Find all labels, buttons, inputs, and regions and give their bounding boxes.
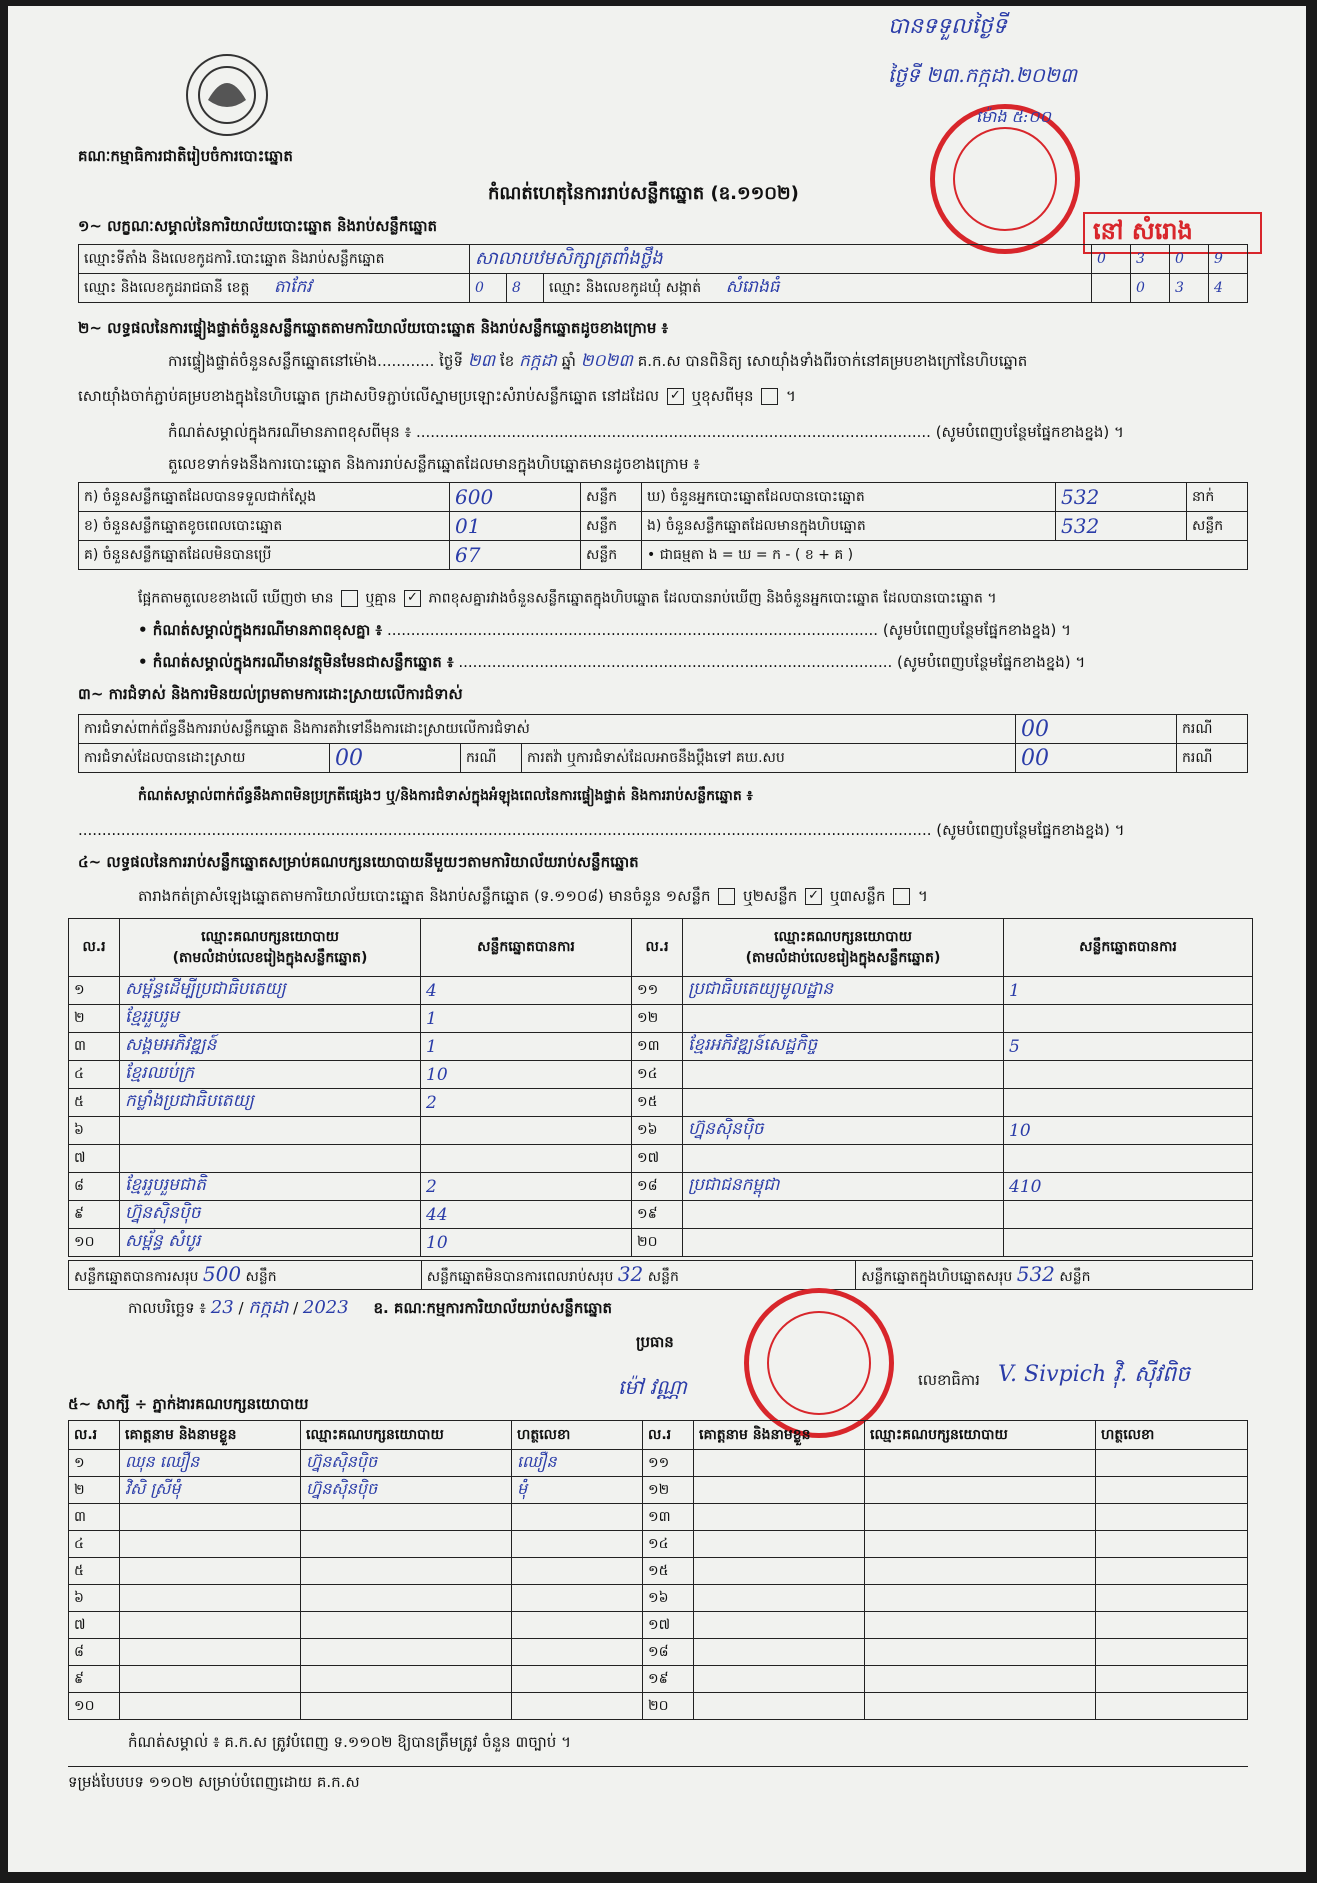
witness-party: ហ្វ៊ុនស៊ិនប៉ិច bbox=[301, 1450, 512, 1477]
changed-checkbox[interactable] bbox=[761, 388, 778, 405]
witness-party bbox=[301, 1639, 512, 1666]
verify-year: ២០២៣ bbox=[580, 351, 633, 371]
party-name: ខ្មែរអភិវឌ្ឍន៍សេដ្ឋកិច្ច bbox=[683, 1033, 1004, 1061]
party-number: ២ bbox=[69, 1005, 120, 1033]
results-table: ល.រ ឈ្មោះគណបក្សនយោបាយ (តាមលំដាប់លេខរៀងក្នុងសន្លឹកឆ្នោត) សន្លឹកឆ្នោតបានការ ល.រ ឈ្មោះគណបក្សនយោបាយ (តាមលំដាប់លេខរៀងក្នុងសន្លឹកឆ្នោត) សន្លឹកឆ្នោតបានការ ១ សម្ព័ន្ធដើម្បីប្រជាធិបតេយ្យ 4 ១១ ប្រជាធិបតេយ្យមូលដ្ឋាន 1 ២ ខ្មែររួបរួម 1 ១២ ៣ សង្គមអភិវឌ្ឍន៍ 1 ១៣ ខ្មែរអភិវឌ្ឍន៍សេដ្ឋកិច្ច 5 ៤ ខ្មែរឈប់ក្រ 10 ១៤ ៥ កម្លាំងប្រជាធិបតេយ្យ 2 ១៥ ៦ ១៦ ហ្វ៊ុនស៊ិនប៉ិច 10 ៧ ១៧ ៨ ខ្មែររួបរួមជាតិ 2 ១៨ ប្រជាជនកម្ពុជា 410 ៩ ហ្វ៊ុនស៊ិនប៉ិច 44 ១៩ ១០ សម្ព័ន្ធ សំបូរ 10 ២០ bbox=[68, 918, 1253, 1257]
witness-number: ៦ bbox=[69, 1585, 120, 1612]
witness-signature bbox=[1096, 1558, 1248, 1585]
party-name: ប្រជាធិបតេយ្យមូលដ្ឋាន bbox=[683, 977, 1004, 1005]
section1-table bbox=[78, 244, 1248, 303]
witness-number: ១៩ bbox=[643, 1666, 694, 1693]
witness-number: ១៨ bbox=[643, 1639, 694, 1666]
witness-signature bbox=[512, 1531, 643, 1558]
witness-name bbox=[120, 1666, 301, 1693]
witness-name bbox=[694, 1666, 865, 1693]
invalid-total: 32 bbox=[617, 1262, 644, 1286]
party-number: ៦ bbox=[69, 1117, 120, 1145]
resolved-count: 00 bbox=[330, 744, 461, 773]
table-row bbox=[69, 1145, 1253, 1173]
witness-signature bbox=[1096, 1477, 1248, 1504]
witness-party bbox=[865, 1585, 1096, 1612]
witness-party bbox=[301, 1531, 512, 1558]
commune-label: ឈ្មោះ និងលេខកូដឃុំ សង្កាត់ bbox=[549, 279, 702, 296]
irregularities-note-tail: ................................................................................................................................................................................... (សូមបំពេញបន្ថែមផ្នែកខាងខ្នង) ។ bbox=[78, 821, 1125, 839]
province-code-2: 8 bbox=[507, 274, 544, 303]
witness-signature bbox=[512, 1504, 643, 1531]
witness-signature bbox=[1096, 1612, 1248, 1639]
party-number: ១៩ bbox=[632, 1201, 683, 1229]
has-discrepancy-checkbox[interactable] bbox=[341, 590, 358, 607]
party-votes: 2 bbox=[421, 1173, 632, 1201]
table-row bbox=[69, 1117, 1253, 1145]
party-number: ១២ bbox=[632, 1005, 683, 1033]
site-code-4: 9 bbox=[1209, 245, 1248, 274]
witness-signature bbox=[1096, 1639, 1248, 1666]
table-row bbox=[69, 1061, 1253, 1089]
one-sheet-checkbox[interactable] bbox=[718, 888, 735, 905]
commune-code-2: 3 bbox=[1170, 274, 1209, 303]
witness-party bbox=[301, 1693, 512, 1720]
party-number: ១១ bbox=[632, 977, 683, 1005]
party-votes: 410 bbox=[1004, 1173, 1253, 1201]
chair-label: ប្រធាន bbox=[636, 1333, 674, 1351]
party-name bbox=[683, 1201, 1004, 1229]
witness-party bbox=[865, 1612, 1096, 1639]
party-number: ១៧ bbox=[632, 1145, 683, 1173]
discrepancy-line: ផ្អែកតាមតួលេខខាងលើ ឃើញថា មាន ឬគ្មាន ✓ ភាពខុសគ្នារវាងចំនួនសន្លឹកឆ្នោតក្នុងហិបឆ្នោត ដែលបានរាប់ឃើញ និងចំនួនអ្នកបោះឆ្នោត ដែលបានបោះឆ្នោត ។ bbox=[138, 590, 997, 607]
party-name bbox=[120, 1117, 421, 1145]
section3-heading: ៣~ ការជំទាស់ និងការមិនយល់ព្រមតាមការដោះស្រាយលើការជំទាស់ bbox=[78, 685, 463, 703]
section2-heading: ២~ លទ្ធផលនៃការផ្ទៀងផ្ទាត់ចំនួនសន្លឹកឆ្នោតតាមការិយាល័យបោះឆ្នោត និងរាប់សន្លឹកឆ្នោតដូចខាងក្រោម ៖ bbox=[78, 319, 669, 337]
footer-divider bbox=[68, 1766, 1248, 1767]
witness-name bbox=[694, 1585, 865, 1612]
witness-signature bbox=[512, 1612, 643, 1639]
witness-party bbox=[865, 1477, 1096, 1504]
witness-name bbox=[694, 1531, 865, 1558]
party-number: ៩ bbox=[69, 1201, 120, 1229]
witness-name bbox=[694, 1477, 865, 1504]
witness-name bbox=[694, 1504, 865, 1531]
table-row bbox=[69, 1531, 1248, 1558]
party-number: ១៨ bbox=[632, 1173, 683, 1201]
valid-total: 500 bbox=[202, 1262, 242, 1286]
party-votes bbox=[1004, 1089, 1253, 1117]
three-sheets-checkbox[interactable] bbox=[893, 888, 910, 905]
party-votes bbox=[421, 1145, 632, 1173]
witness-name bbox=[120, 1558, 301, 1585]
form-title: កំណត់ហេតុនៃការរាប់សន្លឹកឆ្នោត (ឧ.១១០២) bbox=[488, 183, 799, 204]
secretary-signature: V. Sivpich វ៉ិ. ស៊ីវពិច bbox=[998, 1362, 1190, 1387]
table-row bbox=[69, 1585, 1248, 1612]
party-number: ៨ bbox=[69, 1173, 120, 1201]
party-name bbox=[683, 1005, 1004, 1033]
objections-count: 00 bbox=[1016, 715, 1177, 744]
witness-party bbox=[865, 1504, 1096, 1531]
party-votes: 5 bbox=[1004, 1033, 1253, 1061]
witness-name bbox=[694, 1450, 865, 1477]
party-votes: 1 bbox=[1004, 977, 1253, 1005]
province-value: តាកែវ bbox=[273, 276, 312, 297]
witness-name bbox=[694, 1639, 865, 1666]
no-discrepancy-checkbox[interactable]: ✓ bbox=[404, 590, 421, 607]
table-row bbox=[69, 1089, 1253, 1117]
witness-party bbox=[865, 1450, 1096, 1477]
witness-name bbox=[694, 1558, 865, 1585]
witness-number: ១៧ bbox=[643, 1612, 694, 1639]
stamp-time: ម៉ោង ៥:០០ bbox=[976, 107, 1051, 126]
party-votes bbox=[1004, 1061, 1253, 1089]
formula: • ជាធម្មតា ង = ឃ = ក - ( ខ + គ ) bbox=[642, 541, 1248, 570]
party-name bbox=[683, 1061, 1004, 1089]
witness-number: ១២ bbox=[643, 1477, 694, 1504]
site-code-3: 0 bbox=[1170, 245, 1209, 274]
witness-number: ២០ bbox=[643, 1693, 694, 1720]
witness-name bbox=[120, 1612, 301, 1639]
org-name: គណៈកម្មាធិការជាតិរៀបចំការបោះឆ្នោត bbox=[78, 147, 293, 165]
witness-number: ១ bbox=[69, 1450, 120, 1477]
site-code-2: 3 bbox=[1131, 245, 1170, 274]
party-name bbox=[683, 1229, 1004, 1257]
party-votes bbox=[421, 1117, 632, 1145]
witness-signature bbox=[512, 1639, 643, 1666]
witness-signature bbox=[512, 1585, 643, 1612]
witness-name bbox=[120, 1585, 301, 1612]
witness-number: ៣ bbox=[69, 1504, 120, 1531]
witness-signature bbox=[1096, 1585, 1248, 1612]
section5-heading: ៥~ សាក្សី ÷ ភ្នាក់ងារគណបក្សនយោបាយ bbox=[68, 1395, 309, 1413]
party-votes bbox=[1004, 1145, 1253, 1173]
figures-intro: តួលេខទាក់ទងនឹងការបោះឆ្នោត និងការរាប់សន្លឹកឆ្នោតដែលមានក្នុងហិបឆ្នោតមានដូចខាងក្រោម ៖ bbox=[168, 455, 700, 473]
party-number: ១៤ bbox=[632, 1061, 683, 1089]
party-number: ៤ bbox=[69, 1061, 120, 1089]
tally-sheets-line: តារាងកត់ត្រាសំឡេងឆ្នោតតាមការិយាល័យបោះឆ្នោត និងរាប់សន្លឹកឆ្នោត (ទ.១១០៨) មានចំនួន ១សន្លឹក ឬ២សន្លឹក ✓ ឬ៣សន្លឹក ។ bbox=[138, 887, 928, 905]
witness-number: ១០ bbox=[69, 1693, 120, 1720]
party-number: ១០ bbox=[69, 1229, 120, 1257]
official-seal-top bbox=[930, 104, 1080, 254]
official-seal-bottom bbox=[744, 1288, 894, 1438]
party-votes bbox=[1004, 1229, 1253, 1257]
table-row bbox=[69, 1639, 1248, 1666]
chair-signature: ម៉ៅ វណ្ណា bbox=[618, 1375, 687, 1399]
verify-month: កក្កដា bbox=[519, 351, 557, 371]
footnote: កំណត់សម្គាល់ ៖ គ.ក.ស ត្រូវបំពេញ ទ.១១០២ ឱ្យបានត្រឹមត្រូវ ចំនួន ៣ច្បាប់ ។ bbox=[128, 1733, 571, 1751]
site-label: ឈ្មោះទីតាំង និងលេខកូដការិ.បោះឆ្នោត និងរាប់សន្លឹកឆ្នោត bbox=[79, 245, 470, 274]
party-votes: 10 bbox=[421, 1061, 632, 1089]
secretary-label: លេខាធិការ bbox=[918, 1371, 980, 1389]
witness-party bbox=[301, 1504, 512, 1531]
witness-signature: ម៉ុំ bbox=[512, 1477, 643, 1504]
party-votes bbox=[1004, 1201, 1253, 1229]
witness-signature bbox=[512, 1666, 643, 1693]
commune-code-3: 4 bbox=[1209, 274, 1248, 303]
form-paper bbox=[8, 6, 1306, 1872]
date-year: 2023 bbox=[302, 1297, 349, 1318]
party-votes: 2 bbox=[421, 1089, 632, 1117]
date-month: កក្កដា bbox=[248, 1297, 289, 1318]
fig-voters: 532 bbox=[1056, 483, 1187, 512]
witness-signature bbox=[1096, 1666, 1248, 1693]
date-day: 23 bbox=[210, 1297, 234, 1318]
party-name bbox=[120, 1145, 421, 1173]
party-name bbox=[683, 1089, 1004, 1117]
party-votes bbox=[1004, 1005, 1253, 1033]
site-value: សាលាបឋមសិក្សាត្រពាំងថ្លឹង bbox=[470, 245, 1092, 274]
witness-number: ១៣ bbox=[643, 1504, 694, 1531]
table-row bbox=[69, 1666, 1248, 1693]
party-name: ហ្វ៊ុនស៊ិនប៉ិច bbox=[683, 1117, 1004, 1145]
form-footer: ទម្រង់បែបបទ ១១០២ សម្រាប់បំពេញដោយ គ.ក.ស bbox=[68, 1773, 360, 1791]
witness-name bbox=[694, 1612, 865, 1639]
witness-party bbox=[301, 1612, 512, 1639]
commune-code-1: 0 bbox=[1131, 274, 1170, 303]
witness-name: វិសិ ស្រីម៉ុំ bbox=[120, 1477, 301, 1504]
witness-signature bbox=[1096, 1531, 1248, 1558]
party-name: ប្រជាជនកម្ពុជា bbox=[683, 1173, 1004, 1201]
two-sheets-checkbox[interactable]: ✓ bbox=[805, 888, 822, 905]
witness-number: ១៥ bbox=[643, 1558, 694, 1585]
province-label: ឈ្មោះ និងលេខកូដរាជធានី ខេត្ត bbox=[84, 279, 250, 296]
received-date: ថ្ងៃទី ២៣.កក្កដា.២០២៣ bbox=[888, 63, 1077, 87]
table-row bbox=[69, 1173, 1253, 1201]
received-note: បានទទួលថ្ងៃទី bbox=[888, 14, 1007, 39]
witness-name bbox=[120, 1639, 301, 1666]
witness-number: ៧ bbox=[69, 1612, 120, 1639]
witness-signature bbox=[512, 1558, 643, 1585]
party-number: ៣ bbox=[69, 1033, 120, 1061]
party-number: ១៦ bbox=[632, 1117, 683, 1145]
unchanged-checkbox[interactable]: ✓ bbox=[667, 388, 684, 405]
table-row bbox=[69, 1201, 1253, 1229]
party-name bbox=[683, 1145, 1004, 1173]
witness-party bbox=[301, 1585, 512, 1612]
party-name: កម្លាំងប្រជាធិបតេយ្យ bbox=[120, 1089, 421, 1117]
table-row bbox=[69, 1612, 1248, 1639]
witness-signature bbox=[1096, 1504, 1248, 1531]
witness-party bbox=[865, 1693, 1096, 1720]
witness-table: ល.រ គោត្តនាម និងនាមខ្លួន ឈ្មោះគណបក្សនយោបាយ ហត្ថលេខា ល.រ គោត្តនាម និងនាមខ្លួន ឈ្មោះគណបក្សនយោបាយ ហត្ថលេខា ១ ឈុន ឈឿន ហ្វ៊ុនស៊ិនប៉ិច ឈឿន ១១ ២ វិសិ ស្រីម៉ុំ ហ្វ៊ុនស៊ិនប៉ិច ម៉ុំ ១២ ៣ ១៣ ៤ ១៤ ៥ ១៥ ៦ ១៦ ៧ ១៧ ៨ ១៨ ៩ ១៩ ១០ ២០ bbox=[68, 1420, 1248, 1720]
party-name: សម្ព័ន្ធ សំបូរ bbox=[120, 1229, 421, 1257]
witness-number: ៨ bbox=[69, 1639, 120, 1666]
section4-heading: ៤~ លទ្ធផលនៃការរាប់សន្លឹកឆ្នោតសម្រាប់គណបក្សនយោបាយនីមួយៗតាមការិយាល័យរាប់សន្លឹកឆ្នោត bbox=[78, 853, 639, 871]
party-number: ២០ bbox=[632, 1229, 683, 1257]
fig-received: 600 bbox=[450, 483, 581, 512]
party-name: ហ្វ៊ុនស៊ិនប៉ិច bbox=[120, 1201, 421, 1229]
witness-party bbox=[865, 1639, 1096, 1666]
witness-name bbox=[694, 1693, 865, 1720]
party-number: ១ bbox=[69, 977, 120, 1005]
witness-party bbox=[865, 1531, 1096, 1558]
table-row bbox=[69, 977, 1253, 1005]
nec-emblem-icon bbox=[186, 54, 268, 136]
table-row bbox=[69, 1693, 1248, 1720]
witness-signature: ឈឿន bbox=[512, 1450, 643, 1477]
witness-number: ១៦ bbox=[643, 1585, 694, 1612]
party-name: ខ្មែររួបរួមជាតិ bbox=[120, 1173, 421, 1201]
witness-number: ៩ bbox=[69, 1666, 120, 1693]
totals-table: សន្លឹកឆ្នោតបានការសរុប 500 សន្លឹក សន្លឹកឆ្នោតមិនបានការពេលរាប់សរុប 32 សន្លឹក សន្លឹកឆ្នោតក្នុងហិបឆ្នោតសរុប 532 សន្លឹក bbox=[68, 1260, 1253, 1290]
party-name: សម្ព័ន្ធដើម្បីប្រជាធិបតេយ្យ bbox=[120, 977, 421, 1005]
party-votes: 1 bbox=[421, 1033, 632, 1061]
ballots-total: 532 bbox=[1016, 1262, 1055, 1286]
witness-party bbox=[301, 1558, 512, 1585]
fig-spoiled: 01 bbox=[450, 512, 581, 541]
party-name: សង្គមអភិវឌ្ឍន៍ bbox=[120, 1033, 421, 1061]
fig-in-box: 532 bbox=[1056, 512, 1187, 541]
figures-table: ក) ចំនួនសន្លឹកឆ្នោតដែលបានទទួលជាក់ស្តែង 600 សន្លឹក ឃ) ចំនួនអ្នកបោះឆ្នោតដែលបានបោះឆ្នោត 532 នាក់ ខ) ចំនួនសន្លឹកឆ្នោតខូចពេលបោះឆ្នោត 01 សន្លឹក ង) ចំនួនសន្លឹកឆ្នោតដែលមានក្នុងហិបឆ្នោត 532 សន្លឹក គ) ចំនួនសន្លឹកឆ្នោតដែលមិនបានប្រើ 67 សន្លឹក • ជាធម្មតា ង = ឃ = ក - ( ខ + គ ) bbox=[78, 482, 1248, 570]
witness-number: ១១ bbox=[643, 1450, 694, 1477]
party-name: ខ្មែរឈប់ក្រ bbox=[120, 1061, 421, 1089]
witness-name bbox=[120, 1531, 301, 1558]
verify-day: ២៣ bbox=[467, 351, 496, 371]
site-code-1: 0 bbox=[1092, 245, 1131, 274]
witness-party bbox=[301, 1666, 512, 1693]
table-row bbox=[69, 1229, 1253, 1257]
appeal-count: 00 bbox=[1016, 744, 1177, 773]
witness-number: ៤ bbox=[69, 1531, 120, 1558]
party-votes: 10 bbox=[421, 1229, 632, 1257]
party-number: ១៥ bbox=[632, 1089, 683, 1117]
witness-party bbox=[865, 1666, 1096, 1693]
foreign-object-note: • កំណត់សម្គាល់ក្នុងករណីមានវត្ថុមិនមែនជាសន្លឹកឆ្នោត ៖ ........................................................................................... (សូមបំពេញបន្ថែមផ្នែកខាងខ្នង) ។ bbox=[138, 653, 1086, 671]
party-votes: 10 bbox=[1004, 1117, 1253, 1145]
stamp-note: នៅ សំរោង bbox=[1093, 217, 1193, 245]
witness-number: ១៤ bbox=[643, 1531, 694, 1558]
fig-unused: 67 bbox=[450, 541, 581, 570]
party-votes: 4 bbox=[421, 977, 632, 1005]
date-line: កាលបរិច្ឆេទ ៖ 23 / កក្កដា / 2023 ឧ. គណៈកម្មការការិយាល័យរាប់សន្លឹកឆ្នោត bbox=[128, 1297, 613, 1318]
party-votes: 44 bbox=[421, 1201, 632, 1229]
party-name: ខ្មែររួបរួម bbox=[120, 1005, 421, 1033]
witness-name bbox=[120, 1504, 301, 1531]
section1-heading: ១~ លក្ខណៈសម្គាល់នៃការិយាល័យបោះឆ្នោត និងរាប់សន្លឹកឆ្នោត bbox=[78, 217, 438, 235]
witness-party bbox=[865, 1558, 1096, 1585]
table-row bbox=[69, 1005, 1253, 1033]
province-code-1: 0 bbox=[470, 274, 507, 303]
witness-name bbox=[120, 1693, 301, 1720]
party-number: ៥ bbox=[69, 1089, 120, 1117]
commune-value: សំរោងធំ bbox=[725, 276, 780, 297]
table-row bbox=[69, 1477, 1248, 1504]
witness-party: ហ្វ៊ុនស៊ិនប៉ិច bbox=[301, 1477, 512, 1504]
verify-line: ការផ្ទៀងផ្ទាត់ចំនួនសន្លឹកឆ្នោតនៅម៉ោង............ ថ្ងៃទី ២៣ ខែ កក្កដា ឆ្នាំ ២០២៣ គ.ក.ស បានពិនិត្យ សោយ៉ាំងទាំងពីរចាក់នៅគម្របខាងក្រៅនៃហិបឆ្នោត bbox=[168, 351, 1028, 371]
seal-status-line: សោយ៉ាំងចាក់ភ្ជាប់គម្របខាងក្នុងនៃហិបឆ្នោត ក្រដាសបិទភ្ជាប់លើស្នាមប្រឡោះសំរាប់សន្លឹកឆ្នោត នៅដដែល ✓ ឬខុសពីមុន ។ bbox=[78, 387, 796, 405]
change-note-line: កំណត់សម្គាល់ក្នុងករណីមានភាពខុសពីមុន ៖ ............................................................................................................ (សូមបំពេញបន្ថែមផ្នែកខាងខ្នង) ។ bbox=[168, 423, 1124, 441]
witness-signature bbox=[512, 1693, 643, 1720]
party-number: ៧ bbox=[69, 1145, 120, 1173]
objections-table: ការជំទាស់ពាក់ព័ន្ធនឹងការរាប់សន្លឹកឆ្នោត និងការតវ៉ាទៅនឹងការដោះស្រាយលើការជំទាស់ 00 ករណី ការជំទាស់ដែលបានដោះស្រាយ 00 ករណី ការតវ៉ា ឬការជំទាស់ដែលអាចនឹងប្តឹងទៅ គឃ.សប 00 ករណី bbox=[78, 714, 1248, 773]
party-number: ១៣ bbox=[632, 1033, 683, 1061]
witness-name: ឈុន ឈឿន bbox=[120, 1450, 301, 1477]
witness-number: ២ bbox=[69, 1477, 120, 1504]
irregularities-note: កំណត់សម្គាល់ពាក់ព័ន្ធនឹងភាពមិនប្រក្រតីផ្សេងៗ ឬ/និងការជំទាស់ក្នុងអំឡុងពេលនៃការផ្ទៀងផ្ទាត់ និងការរាប់សន្លឹកឆ្នោត ៖ bbox=[138, 788, 753, 804]
party-votes: 1 bbox=[421, 1005, 632, 1033]
witness-signature bbox=[1096, 1450, 1248, 1477]
witness-number: ៥ bbox=[69, 1558, 120, 1585]
table-row bbox=[69, 1450, 1248, 1477]
table-row bbox=[69, 1033, 1253, 1061]
table-row bbox=[69, 1504, 1248, 1531]
discrepancy-note: • កំណត់សម្គាល់ក្នុងករណីមានភាពខុសគ្នា ៖ ....................................................................................................... (សូមបំពេញបន្ថែមផ្នែកខាងខ្នង) ។ bbox=[138, 621, 1072, 639]
table-row bbox=[69, 1558, 1248, 1585]
witness-signature bbox=[1096, 1693, 1248, 1720]
